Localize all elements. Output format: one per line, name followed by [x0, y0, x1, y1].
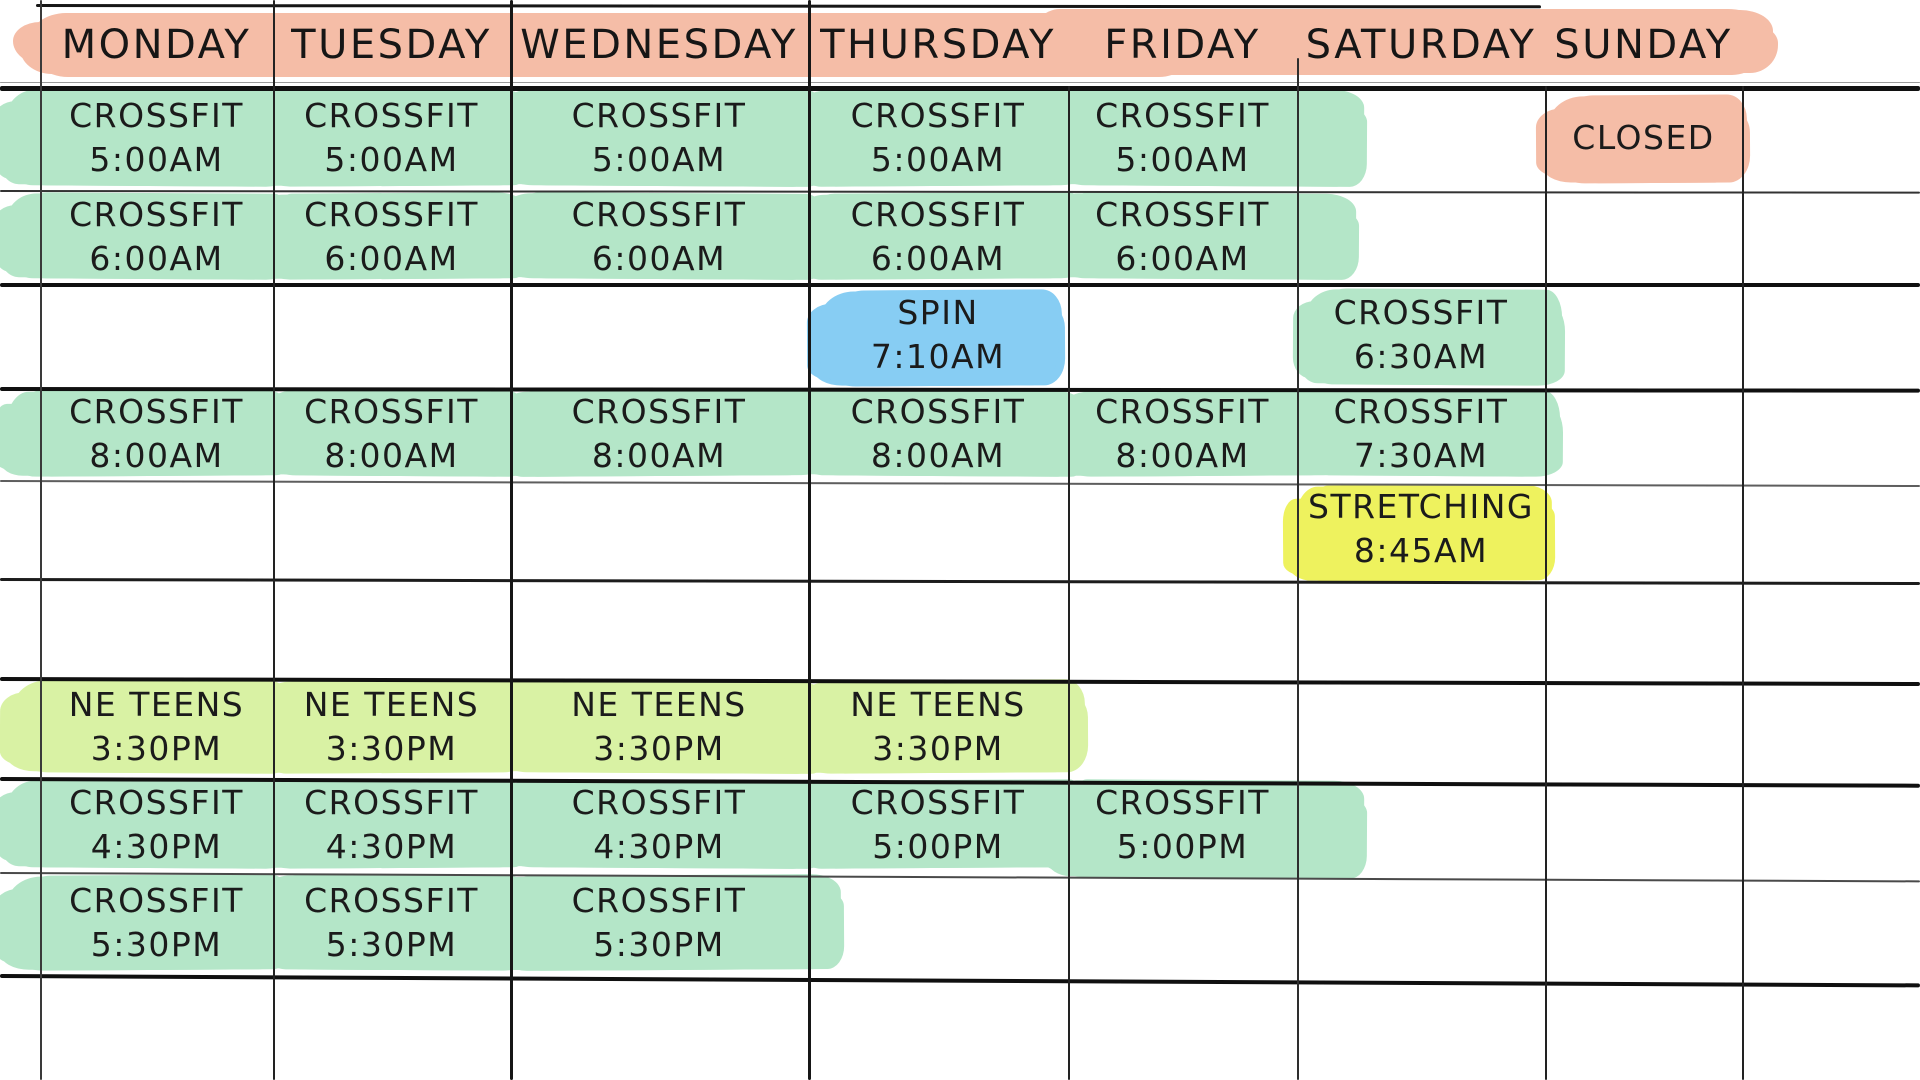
- class-title: SPIN: [897, 293, 979, 333]
- class-title: CROSSFIT: [69, 96, 244, 136]
- class-time: 6:00AM: [870, 238, 1006, 278]
- class-title: CROSSFIT: [304, 194, 479, 234]
- class-title: CROSSFIT: [850, 391, 1026, 431]
- class-time: 5:00AM: [870, 140, 1006, 179]
- class-time: 6:30AM: [1353, 337, 1489, 376]
- class-time: 3:30PM: [872, 729, 1004, 768]
- class-cell: [273, 677, 510, 777]
- class-cell: [510, 777, 808, 872]
- class-time: 8:00AM: [591, 435, 727, 475]
- class-title: CROSSFIT: [69, 881, 244, 921]
- class-cell: [510, 190, 808, 283]
- class-title: CLOSED: [1572, 118, 1715, 158]
- class-cell: [273, 86, 510, 190]
- class-cell: [1297, 480, 1545, 578]
- class-time: 8:00AM: [324, 435, 459, 475]
- class-title: STRETCHING: [1308, 487, 1534, 527]
- class-cell: [1545, 86, 1742, 190]
- class-time: 5:30PM: [90, 925, 223, 964]
- class-cell: [40, 872, 273, 974]
- class-title: CROSSFIT: [304, 782, 479, 822]
- grid-line-horizontal: [0, 480, 1920, 487]
- class-title: NE TEENS: [850, 685, 1026, 725]
- class-title: CROSSFIT: [69, 391, 244, 431]
- class-title: CROSSFIT: [850, 194, 1026, 234]
- grid-line-vertical: [1545, 86, 1547, 1080]
- class-title: CROSSFIT: [850, 782, 1026, 822]
- grid-line-horizontal: [0, 974, 1920, 987]
- day-header-friday: FRIDAY: [1104, 22, 1261, 68]
- class-cell: [273, 872, 510, 974]
- class-time: 6:00AM: [89, 238, 224, 278]
- class-cell: [1297, 387, 1545, 480]
- day-header-saturday: SATURDAY: [1305, 22, 1537, 68]
- class-time: 7:10AM: [870, 337, 1006, 376]
- class-cell: [808, 677, 1068, 777]
- class-cell: [808, 777, 1068, 872]
- class-time: 8:45AM: [1353, 531, 1489, 570]
- class-time: 6:00AM: [1115, 238, 1250, 278]
- day-header-sunday: SUNDAY: [1554, 22, 1733, 68]
- class-cell: [510, 387, 808, 480]
- class-cell: [40, 677, 273, 777]
- class-time: 4:30PM: [325, 826, 458, 866]
- class-time: 6:00AM: [591, 238, 727, 278]
- class-time: 5:00AM: [1115, 140, 1250, 179]
- class-time: 5:00AM: [324, 140, 459, 179]
- class-cell: [808, 283, 1068, 387]
- class-title: CROSSFIT: [571, 391, 747, 431]
- class-time: 6:00AM: [324, 238, 459, 278]
- class-time: 5:30PM: [325, 925, 458, 964]
- class-cell: [40, 387, 273, 480]
- class-time: 4:30PM: [593, 826, 725, 866]
- day-header-monday: MONDAY: [61, 22, 252, 68]
- grid-line-horizontal: [0, 82, 1920, 83]
- class-time: 8:00AM: [870, 435, 1006, 475]
- class-title: CROSSFIT: [1095, 391, 1270, 431]
- class-cell: [1297, 283, 1545, 387]
- class-cell: [273, 190, 510, 283]
- class-time: 4:30PM: [90, 826, 223, 866]
- class-time: 3:30PM: [90, 729, 223, 768]
- class-title: CROSSFIT: [304, 391, 479, 431]
- class-cell: [1068, 86, 1297, 190]
- class-title: CROSSFIT: [571, 782, 747, 822]
- class-cell: [40, 86, 273, 190]
- class-cell: [40, 777, 273, 872]
- day-header-thursday: THURSDAY: [820, 22, 1056, 68]
- class-title: CROSSFIT: [571, 96, 747, 136]
- class-title: CROSSFIT: [304, 96, 479, 136]
- class-title: NE TEENS: [303, 685, 480, 725]
- class-cell: [808, 387, 1068, 480]
- class-cell: [273, 387, 510, 480]
- class-cell: [1068, 190, 1297, 283]
- class-title: NE TEENS: [68, 685, 245, 725]
- class-title: CROSSFIT: [1095, 96, 1270, 136]
- class-title: CROSSFIT: [571, 194, 747, 234]
- class-time: 5:00AM: [89, 140, 224, 179]
- class-title: CROSSFIT: [1333, 391, 1509, 431]
- class-cell: [40, 190, 273, 283]
- class-time: 7:30AM: [1353, 435, 1489, 475]
- grid-line-horizontal: [36, 4, 1541, 8]
- day-header-wednesday: WEDNESDAY: [520, 22, 798, 68]
- class-title: CROSSFIT: [1333, 293, 1509, 333]
- class-title: CROSSFIT: [304, 881, 479, 921]
- class-title: CROSSFIT: [571, 881, 747, 921]
- class-time: 5:00AM: [591, 140, 727, 179]
- class-title: CROSSFIT: [1095, 782, 1270, 822]
- class-cell: [510, 86, 808, 190]
- grid-line-vertical: [1742, 86, 1744, 1080]
- class-time: 5:00PM: [872, 826, 1004, 866]
- class-cell: [808, 86, 1068, 190]
- class-time: 3:30PM: [325, 729, 458, 768]
- class-time: 3:30PM: [593, 729, 725, 768]
- class-time: 5:00PM: [1116, 826, 1249, 866]
- class-time: 8:00AM: [1115, 435, 1250, 475]
- class-cell: [273, 777, 510, 872]
- class-time: 5:30PM: [593, 925, 725, 964]
- class-title: CROSSFIT: [69, 782, 244, 822]
- class-cell: [510, 872, 808, 974]
- day-header-tuesday: TUESDAY: [291, 22, 492, 68]
- class-cell: [808, 190, 1068, 283]
- class-time: 8:00AM: [89, 435, 224, 475]
- class-cell: [1068, 777, 1297, 872]
- grid-line-horizontal: [0, 578, 1920, 585]
- class-title: CROSSFIT: [1095, 194, 1270, 234]
- class-title: CROSSFIT: [850, 96, 1026, 136]
- class-cell: [510, 677, 808, 777]
- class-cell: [1068, 387, 1297, 480]
- class-title: NE TEENS: [571, 685, 747, 725]
- class-title: CROSSFIT: [69, 194, 244, 234]
